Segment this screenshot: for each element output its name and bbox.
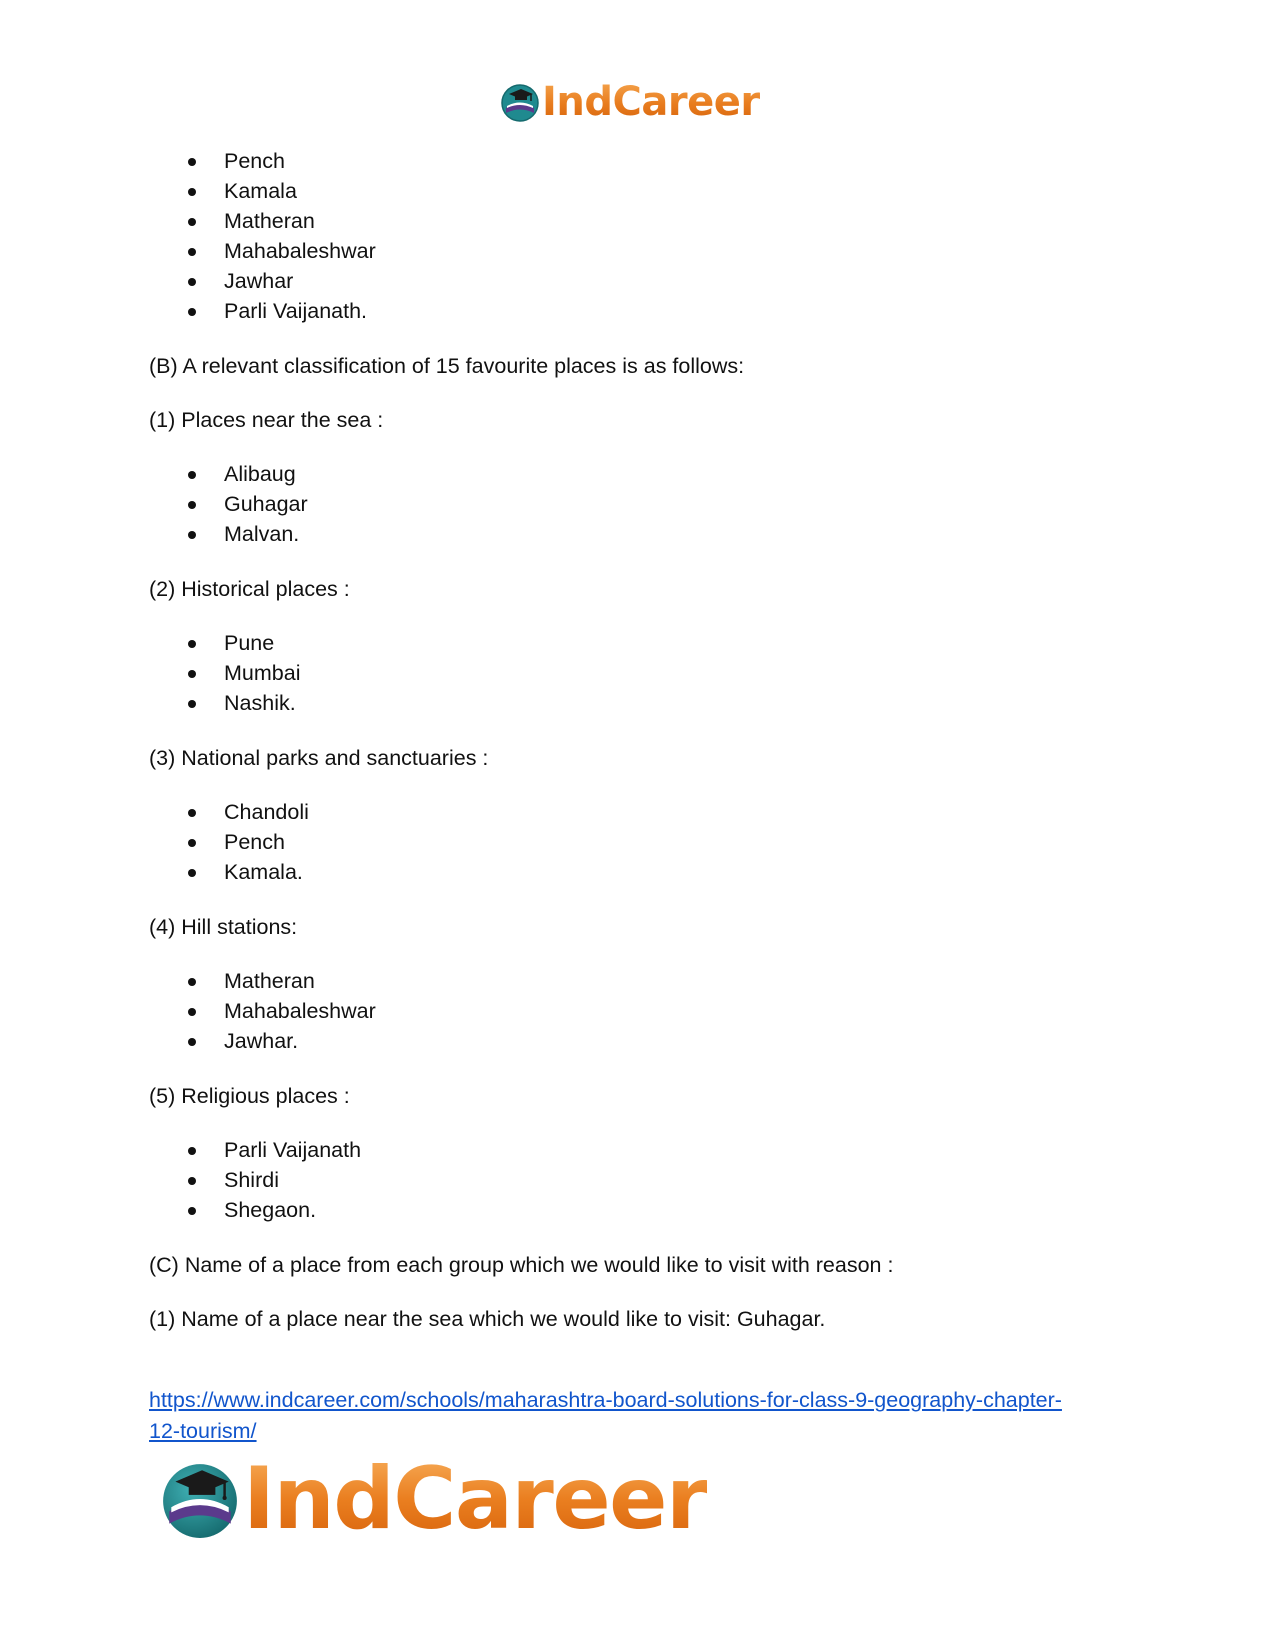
list-item: Kamala	[149, 176, 1149, 206]
list-item: Parli Vaijanath.	[149, 296, 1149, 326]
group-heading-sea: (1) Places near the sea :	[149, 408, 384, 432]
list-item: Jawhar	[149, 266, 1149, 296]
bullet-icon	[188, 278, 196, 286]
bullet-icon	[188, 1008, 196, 1016]
footer-logo-text: IndCareer	[243, 1449, 707, 1549]
bullet-icon	[188, 158, 196, 166]
section-b-heading: (B) A relevant classification of 15 favourite places is as follows:	[149, 354, 745, 378]
list-item: Nashik.	[149, 688, 1149, 718]
bullet-icon	[188, 978, 196, 986]
group-list-sea	[149, 459, 1149, 549]
list-item: Mahabaleshwar	[149, 236, 1149, 266]
group-heading-hills: (4) Hill stations:	[149, 915, 298, 939]
bullet-icon	[188, 248, 196, 256]
group-list-hills	[149, 966, 1149, 1056]
list-item: Jawhar.	[149, 1026, 1149, 1056]
bullet-icon	[188, 1207, 196, 1215]
group-list-historical	[149, 628, 1149, 718]
bullet-icon	[188, 501, 196, 509]
bullet-icon	[188, 809, 196, 817]
group-list-parks	[149, 797, 1149, 887]
header-logo-text: IndCareer	[542, 79, 760, 125]
list-item: Matheran	[149, 206, 1149, 236]
source-link[interactable]	[149, 1385, 1139, 1447]
list-item: Alibaug	[149, 459, 1149, 489]
intro-list	[149, 146, 1149, 326]
group-heading-religious: (5) Religious places :	[149, 1084, 350, 1108]
list-item: Chandoli	[149, 797, 1149, 827]
section-c-heading: (C) Name of a place from each group which we would like to visit with reason :	[149, 1253, 894, 1277]
group-list-religious	[149, 1135, 1149, 1225]
bullet-icon	[188, 1038, 196, 1046]
list-item: Pench	[149, 146, 1149, 176]
bullet-icon	[188, 218, 196, 226]
bullet-icon	[188, 1177, 196, 1185]
footer-logo	[159, 1449, 707, 1549]
list-item: Matheran	[149, 966, 1149, 996]
group-heading-parks: (3) National parks and sanctuaries :	[149, 746, 489, 770]
bullet-icon	[188, 188, 196, 196]
graduation-book-globe-icon	[159, 1458, 241, 1540]
list-item: Mumbai	[149, 658, 1149, 688]
list-item: Shegaon.	[149, 1195, 1149, 1225]
bullet-icon	[188, 700, 196, 708]
list-item: Kamala.	[149, 857, 1149, 887]
graduation-book-globe-icon	[500, 82, 540, 122]
group-heading-historical: (2) Historical places :	[149, 577, 350, 601]
bullet-icon	[188, 839, 196, 847]
bullet-icon	[188, 869, 196, 877]
section-c-answer-1: (1) Name of a place near the sea which we would like to visit: Guhagar.	[149, 1307, 826, 1331]
list-item: Shirdi	[149, 1165, 1149, 1195]
bullet-icon	[188, 1147, 196, 1155]
source-link-line1[interactable]: https://www.indcareer.com/schools/maharashtra-board-solutions-for-class-9-geography-chapter-	[149, 1388, 1062, 1412]
list-item: Pune	[149, 628, 1149, 658]
bullet-icon	[188, 471, 196, 479]
list-item: Parli Vaijanath	[149, 1135, 1149, 1165]
list-item: Guhagar	[149, 489, 1149, 519]
source-link-line2[interactable]: 12-tourism/	[149, 1419, 257, 1443]
bullet-icon	[188, 531, 196, 539]
list-item: Pench	[149, 827, 1149, 857]
bullet-icon	[188, 308, 196, 316]
bullet-icon	[188, 640, 196, 648]
header-logo	[500, 78, 760, 126]
list-item: Mahabaleshwar	[149, 996, 1149, 1026]
list-item: Malvan.	[149, 519, 1149, 549]
bullet-icon	[188, 670, 196, 678]
document-body	[149, 146, 1149, 1334]
